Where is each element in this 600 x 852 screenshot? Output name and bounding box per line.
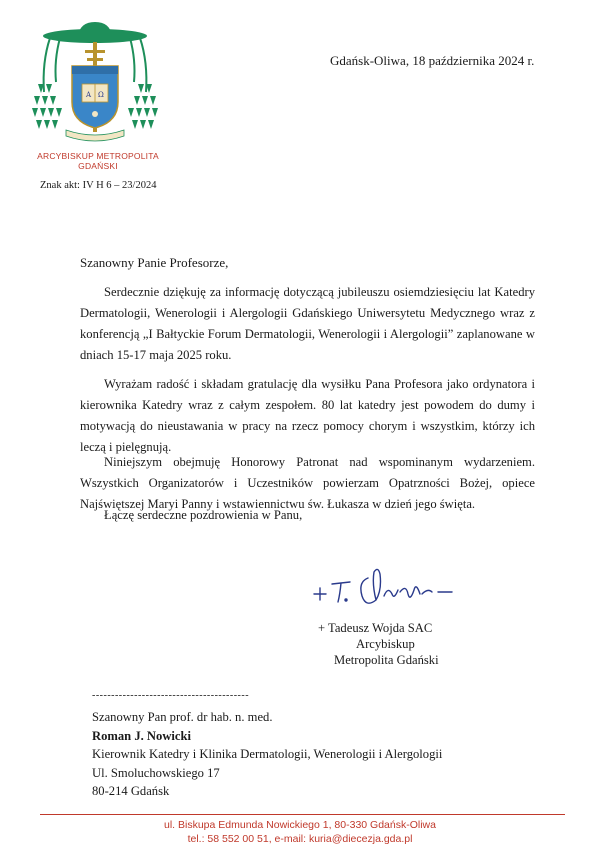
paragraph-jubilee: Serdecznie dziękuję za informację dotyczącą jubileuszu osiemdziesięciu lat Katedry Dermatologii, Wenerologii i Alergologii Gdańskiego Uniwersytetu Medycznego wraz z konferencją „I Bałtyckie Forum Dermatologii, Wenerologii i Alergologii” zaplanowane w dniach 15-17 maja 2025 roku. <box>80 285 535 362</box>
recipient-city: 80-214 Gdańsk <box>92 784 170 798</box>
letter-date: Gdańsk-Oliwa, 18 października 2024 r. <box>330 53 535 68</box>
signer-office: Metropolita Gdański <box>334 653 439 667</box>
svg-text:A: A <box>86 91 92 99</box>
signer-block <box>318 620 439 668</box>
coat-of-arms-icon <box>30 22 160 148</box>
crest-caption <box>28 151 168 171</box>
closing-greeting: Łączę serdeczne pozdrowienia w Panu, <box>104 508 303 522</box>
crest-caption-line1: ARCYBISKUP METROPOLITA <box>37 151 159 161</box>
footer <box>0 818 600 846</box>
footer-contact: tel.: 58 552 00 51, e-mail: kuria@diecezja.gda.pl <box>187 833 413 845</box>
file-reference: Znak akt: IV H 6 – 23/2024 <box>40 180 157 191</box>
recipient-street: Ul. Smoluchowskiego 17 <box>92 765 220 780</box>
paragraph-congratulations: Wyrażam radość i składam gratulację dla wysiłku Pana Profesora jako ordynatora i kierownika Katedry wraz z całym zespołem. 80 lat katedry jest powodem do dumy i motywacją do nieustawania w pracy na rzecz pomocy chorym i wszystkim, którzy ich leczą i pielęgnują. <box>80 377 535 454</box>
signer-name: + Tadeusz Wojda SAC <box>318 621 433 635</box>
svg-text:Ω: Ω <box>98 91 104 99</box>
paragraph-patronage: Niniejszym obejmuję Honorowy Patronat nad wspominanym wydarzeniem. Wszystkich Organizatorów i Uczestników powierzam Opatrzności Bożej, opiece Najświętszej Maryi Panny i wstawiennictwu św. Łukasza w dzień jego święta. <box>80 455 535 511</box>
salutation: Szanowny Panie Profesorze, <box>80 255 229 270</box>
recipient-line1: Szanowny Pan prof. dr hab. n. med. <box>92 710 273 724</box>
recipient-address <box>92 708 442 801</box>
handwritten-signature <box>310 560 460 620</box>
footer-divider <box>40 814 565 815</box>
signer-title: Arcybiskup <box>356 637 415 651</box>
recipient-position: Kierownik Katedry i Klinika Dermatologii, Wenerologii i Alergologii <box>92 747 443 761</box>
crest-caption-line2: GDAŃSKI <box>78 161 118 171</box>
recipient-divider: ----------------------------------------- <box>92 690 250 701</box>
recipient-name: Roman J. Nowicki <box>92 728 192 743</box>
footer-address: ul. Biskupa Edmunda Nowickiego 1, 80-330 Gdańsk-Oliwa <box>164 819 436 831</box>
